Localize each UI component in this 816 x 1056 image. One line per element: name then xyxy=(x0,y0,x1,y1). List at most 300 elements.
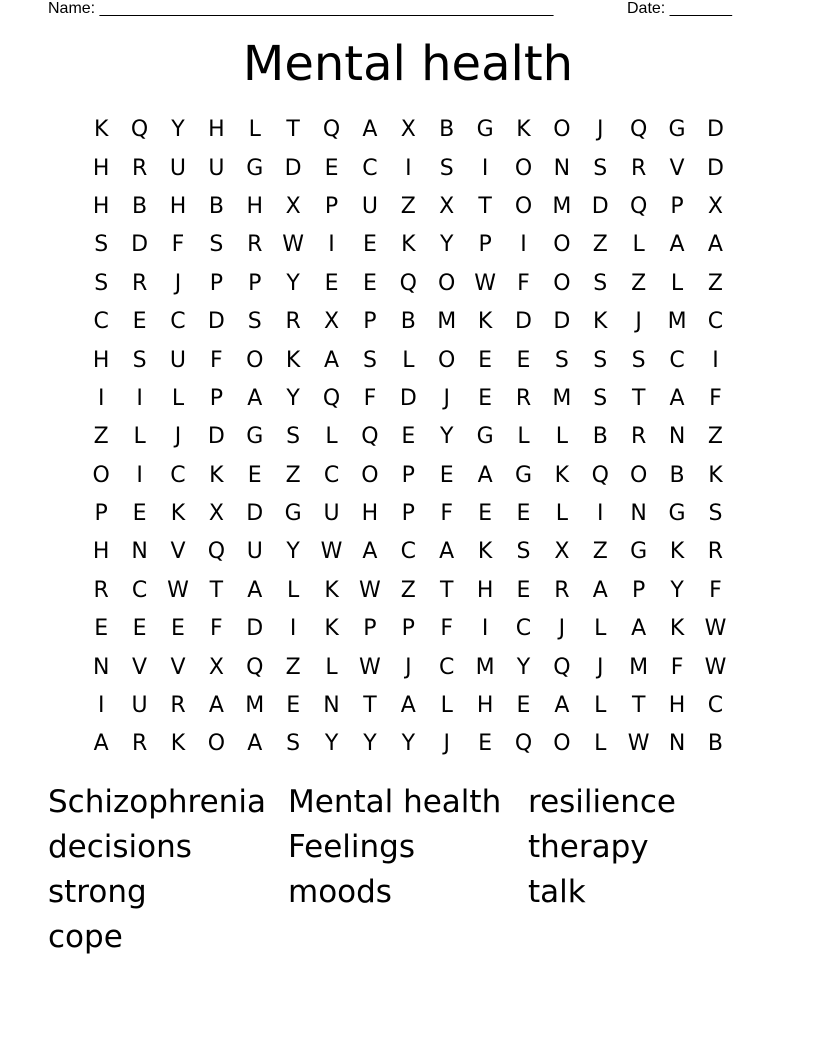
grid-letter: H xyxy=(92,193,110,219)
grid-letter: K xyxy=(209,462,224,488)
grid-letter: R xyxy=(170,693,186,719)
grid-letter: V xyxy=(170,654,186,680)
grid-letter: R xyxy=(631,424,647,450)
grid-letter: Z xyxy=(400,577,416,603)
grid-letter: I xyxy=(597,501,604,527)
grid-letter: O xyxy=(630,462,648,488)
grid-letter: P xyxy=(401,501,415,527)
grid-letter: K xyxy=(708,462,723,488)
grid-letter: O xyxy=(207,731,226,757)
grid-letter: D xyxy=(131,232,149,258)
grid-letter: R xyxy=(554,577,570,603)
grid-letter: A xyxy=(707,232,723,258)
word-list-item: moods xyxy=(288,874,392,910)
grid-letter: Q xyxy=(322,385,341,411)
grid-letter: I xyxy=(289,616,297,642)
grid-letter: E xyxy=(247,462,262,488)
grid-letter: Q xyxy=(399,270,417,296)
grid-letter: B xyxy=(592,424,608,450)
grid-letter: O xyxy=(514,193,533,219)
grid-letter: U xyxy=(361,193,378,219)
grid-letter: Q xyxy=(207,539,226,565)
grid-letter: I xyxy=(520,232,527,258)
grid-letter: W xyxy=(320,539,343,565)
grid-letter: O xyxy=(92,462,110,488)
grid-letter: K xyxy=(401,232,416,258)
word-list-item: Feelings xyxy=(288,829,415,865)
grid-letter: T xyxy=(209,577,224,603)
grid-letter: V xyxy=(132,654,148,680)
grid-letter: F xyxy=(709,385,722,411)
grid-letter: F xyxy=(210,616,223,642)
grid-letter: X xyxy=(554,539,570,565)
grid-letter: H xyxy=(92,155,110,181)
word-list xyxy=(48,780,768,960)
grid-letter: Z xyxy=(707,270,723,296)
grid-letter: S xyxy=(94,232,109,258)
grid-letter: L xyxy=(248,117,261,143)
grid-letter: P xyxy=(209,385,223,411)
grid-letter: H xyxy=(476,577,494,603)
word-list-item: decisions xyxy=(48,829,192,865)
grid-letter: J xyxy=(443,385,450,411)
grid-letter: F xyxy=(363,385,377,411)
grid-letter: P xyxy=(94,501,108,527)
grid-letter: F xyxy=(440,501,454,527)
grid-letter: E xyxy=(132,501,147,527)
grid-letter: Z xyxy=(592,232,608,258)
grid-letter: C xyxy=(515,616,532,642)
grid-letter: C xyxy=(439,654,455,680)
grid-letter: A xyxy=(362,539,378,565)
grid-letter: A xyxy=(592,577,608,603)
grid-letter: Q xyxy=(591,462,609,488)
grid-letter: G xyxy=(668,501,686,527)
grid-letter: O xyxy=(438,270,456,296)
grid-letter: Y xyxy=(516,654,531,680)
grid-letter: I xyxy=(481,155,489,181)
grid-letter: Q xyxy=(130,117,149,143)
grid-letter: P xyxy=(632,577,646,603)
grid-letter: P xyxy=(401,462,415,488)
grid-letter: M xyxy=(667,309,687,335)
grid-letter: J xyxy=(597,654,604,680)
grid-letter: P xyxy=(478,232,492,258)
grid-letter: L xyxy=(517,424,530,450)
grid-letter: H xyxy=(476,693,494,719)
grid-letter: E xyxy=(324,270,339,296)
grid-letter: M xyxy=(245,693,265,719)
grid-letter: F xyxy=(709,577,722,603)
grid-letter: B xyxy=(707,731,723,757)
grid-letter: K xyxy=(285,347,301,373)
grid-letter: Z xyxy=(93,424,109,450)
grid-letter: K xyxy=(477,309,493,335)
grid-letter: Q xyxy=(630,193,648,219)
grid-letter: S xyxy=(209,232,224,258)
grid-letter: S xyxy=(708,501,723,527)
worksheet-header xyxy=(48,0,748,21)
grid-letter: T xyxy=(439,577,454,603)
grid-letter: I xyxy=(481,616,489,642)
grid-letter: A xyxy=(631,616,647,642)
grid-letter: X xyxy=(208,654,224,680)
grid-letter: H xyxy=(92,539,110,565)
grid-letter: K xyxy=(170,501,186,527)
grid-letter: Q xyxy=(361,424,379,450)
grid-letter: L xyxy=(555,424,569,450)
grid-letter: Y xyxy=(401,731,416,757)
grid-letter: Z xyxy=(631,270,647,296)
grid-letter: Q xyxy=(553,654,571,680)
grid-letter: W xyxy=(359,654,381,680)
grid-letter: B xyxy=(132,193,148,219)
grid-letter: R xyxy=(131,731,148,757)
grid-letter: M xyxy=(475,654,495,680)
grid-letter: E xyxy=(401,424,416,450)
grid-letter: L xyxy=(325,424,338,450)
grid-letter: W xyxy=(704,616,727,642)
grid-letter: N xyxy=(92,654,110,680)
grid-letter: C xyxy=(400,539,416,565)
grid-letter: J xyxy=(443,731,450,757)
grid-letter: L xyxy=(594,731,607,757)
grid-letter: Z xyxy=(707,424,723,450)
grid-letter: E xyxy=(286,693,301,719)
grid-letter: B xyxy=(208,193,224,219)
grid-letter: D xyxy=(246,616,264,642)
grid-letter: L xyxy=(632,232,645,258)
grid-letter: V xyxy=(170,539,186,565)
grid-letter: L xyxy=(133,424,146,450)
grid-letter: H xyxy=(208,117,225,143)
grid-letter: F xyxy=(517,270,530,296)
grid-letter: E xyxy=(478,731,493,757)
grid-letter: K xyxy=(669,539,685,565)
grid-letter: H xyxy=(246,193,264,219)
grid-letter: Z xyxy=(285,654,301,680)
word-list-item: resilience xyxy=(528,784,676,820)
grid-letter: D xyxy=(553,309,571,335)
grid-letter: E xyxy=(439,462,454,488)
grid-letter: S xyxy=(593,347,608,373)
grid-letter: S xyxy=(439,155,454,181)
grid-letter: M xyxy=(552,385,572,411)
date-field-line: Date: _______ xyxy=(627,0,732,17)
grid-letter: E xyxy=(478,347,493,373)
grid-letter: A xyxy=(400,693,416,719)
grid-letter: W xyxy=(282,232,305,258)
grid-letter: F xyxy=(210,347,223,373)
grid-letter: X xyxy=(324,309,340,335)
grid-letter: K xyxy=(324,616,339,642)
grid-letter: Y xyxy=(286,270,300,296)
grid-letter: Y xyxy=(286,385,300,411)
grid-letter: A xyxy=(439,539,455,565)
grid-letter: O xyxy=(514,155,533,181)
grid-letter: C xyxy=(323,462,340,488)
grid-letter: E xyxy=(171,616,185,642)
letter-grid xyxy=(82,111,734,764)
grid-letter: P xyxy=(363,309,377,335)
grid-letter: A xyxy=(247,577,263,603)
grid-letter: L xyxy=(555,501,569,527)
grid-letter: J xyxy=(558,616,566,642)
grid-letter: O xyxy=(438,347,456,373)
grid-letter: J xyxy=(635,309,642,335)
grid-letter: A xyxy=(554,693,570,719)
grid-letter: A xyxy=(669,232,685,258)
grid-letter: D xyxy=(246,501,264,527)
grid-letter: G xyxy=(514,462,533,488)
grid-letter: G xyxy=(246,155,264,181)
grid-letter: R xyxy=(131,155,148,181)
word-list-item: therapy xyxy=(528,829,649,865)
grid-letter: C xyxy=(170,462,186,488)
grid-letter: I xyxy=(405,155,412,181)
grid-letter: L xyxy=(670,270,684,296)
grid-letter: X xyxy=(439,193,455,219)
grid-letter: A xyxy=(669,385,685,411)
grid-letter: G xyxy=(476,117,494,143)
grid-letter: I xyxy=(97,385,105,411)
word-list-item: strong xyxy=(48,874,147,910)
grid-letter: R xyxy=(707,539,724,565)
grid-letter: L xyxy=(402,347,415,373)
grid-letter: Y xyxy=(439,424,454,450)
grid-letter: E xyxy=(132,309,147,335)
grid-letter: H xyxy=(92,347,110,373)
grid-letter: E xyxy=(516,501,531,527)
grid-letter: W xyxy=(474,270,496,296)
word-list-item: talk xyxy=(528,874,586,910)
grid-letter: W xyxy=(704,654,727,680)
grid-letter: K xyxy=(324,577,339,603)
grid-letter: S xyxy=(593,155,608,181)
grid-letter: R xyxy=(631,155,647,181)
grid-letter: T xyxy=(631,385,646,411)
grid-letter: A xyxy=(93,731,109,757)
grid-letter: S xyxy=(94,270,109,296)
grid-letter: H xyxy=(361,501,379,527)
grid-letter: Y xyxy=(439,232,454,258)
grid-letter: E xyxy=(516,693,531,719)
grid-letter: C xyxy=(707,693,724,719)
grid-letter: K xyxy=(170,731,186,757)
grid-letter: W xyxy=(167,577,189,603)
grid-letter: W xyxy=(627,731,650,757)
grid-letter: A xyxy=(208,693,224,719)
grid-letter: S xyxy=(593,270,608,296)
grid-letter: S xyxy=(554,347,569,373)
grid-letter: E xyxy=(324,155,339,181)
grid-letter: B xyxy=(669,462,685,488)
grid-letter: B xyxy=(400,309,416,335)
grid-letter: Y xyxy=(363,731,377,757)
grid-letter: G xyxy=(284,501,302,527)
grid-letter: D xyxy=(207,424,225,450)
grid-letter: F xyxy=(171,232,185,258)
grid-letter: Z xyxy=(285,462,301,488)
grid-letter: O xyxy=(361,462,379,488)
grid-letter: N xyxy=(323,693,340,719)
grid-letter: K xyxy=(593,309,608,335)
grid-letter: C xyxy=(707,309,724,335)
grid-letter: P xyxy=(209,270,223,296)
grid-letter: C xyxy=(170,309,186,335)
word-list-item: cope xyxy=(48,919,123,955)
grid-letter: K xyxy=(93,117,109,143)
grid-letter: I xyxy=(136,462,143,488)
grid-letter: N xyxy=(668,424,686,450)
grid-letter: E xyxy=(516,577,531,603)
grid-letter: B xyxy=(439,117,455,143)
grid-letter: O xyxy=(553,117,571,143)
grid-letter: X xyxy=(208,501,224,527)
grid-letter: J xyxy=(174,424,182,450)
grid-letter: U xyxy=(323,501,340,527)
grid-letter: N xyxy=(630,501,647,527)
grid-letter: V xyxy=(669,155,685,181)
grid-letter: L xyxy=(440,693,453,719)
grid-letter: R xyxy=(515,385,532,411)
grid-letter: A xyxy=(324,347,340,373)
grid-letter: Q xyxy=(514,731,533,757)
grid-letter: E xyxy=(516,347,531,373)
grid-letter: O xyxy=(553,270,571,296)
grid-letter: I xyxy=(712,347,719,373)
grid-letter: D xyxy=(591,193,609,219)
grid-letter: D xyxy=(399,385,417,411)
grid-letter: U xyxy=(246,539,263,565)
grid-letter: S xyxy=(132,347,147,373)
grid-letter: E xyxy=(94,616,109,642)
grid-letter: I xyxy=(97,693,105,719)
grid-letter: P xyxy=(401,616,415,642)
grid-letter: D xyxy=(207,309,225,335)
grid-letter: L xyxy=(171,385,185,411)
grid-letter: J xyxy=(597,117,604,143)
grid-letter: U xyxy=(131,693,148,719)
grid-letter: L xyxy=(325,654,338,680)
grid-letter: L xyxy=(287,577,300,603)
grid-letter: K xyxy=(669,616,685,642)
grid-letter: T xyxy=(363,693,377,719)
grid-letter: M xyxy=(437,309,457,335)
grid-letter: E xyxy=(478,501,493,527)
name-field-line: Name: ___________________________________________________ xyxy=(48,0,554,17)
grid-letter: H xyxy=(169,193,187,219)
grid-letter: E xyxy=(132,616,147,642)
grid-letter: Q xyxy=(322,117,341,143)
grid-letter: C xyxy=(93,309,109,335)
grid-letter: T xyxy=(478,193,492,219)
grid-letter: Q xyxy=(246,654,264,680)
grid-letter: D xyxy=(706,155,724,181)
grid-letter: D xyxy=(706,117,724,143)
grid-letter: A xyxy=(247,385,263,411)
grid-letter: G xyxy=(246,424,264,450)
page-title: Mental health xyxy=(242,36,574,92)
grid-letter: G xyxy=(630,539,648,565)
grid-letter: L xyxy=(594,616,607,642)
grid-letter: O xyxy=(553,731,571,757)
grid-letter: Y xyxy=(670,577,684,603)
word-list-item: Schizophrenia xyxy=(48,784,266,820)
grid-letter: E xyxy=(362,270,377,296)
grid-letter: C xyxy=(362,155,378,181)
grid-letter: J xyxy=(405,654,412,680)
grid-letter: Y xyxy=(171,117,185,143)
grid-letter: S xyxy=(247,309,262,335)
grid-letter: P xyxy=(324,193,339,219)
grid-letter: A xyxy=(247,731,263,757)
grid-letter: O xyxy=(246,347,264,373)
grid-letter: G xyxy=(668,117,686,143)
grid-letter: T xyxy=(286,117,300,143)
grid-letter: U xyxy=(208,155,225,181)
grid-letter: X xyxy=(285,193,301,219)
grid-letter: E xyxy=(362,232,377,258)
grid-letter: M xyxy=(629,654,649,680)
grid-letter: L xyxy=(594,693,607,719)
grid-letter: F xyxy=(670,654,684,680)
grid-letter: P xyxy=(363,616,377,642)
grid-letter: K xyxy=(477,539,493,565)
word-list-item: Mental health xyxy=(288,784,502,820)
grid-letter: X xyxy=(400,117,416,143)
grid-letter: N xyxy=(553,155,571,181)
grid-letter: R xyxy=(247,232,263,258)
grid-letter: Y xyxy=(324,731,339,757)
grid-letter: N xyxy=(131,539,148,565)
grid-letter: C xyxy=(131,577,148,603)
grid-letter: S xyxy=(593,385,608,411)
grid-letter: S xyxy=(286,424,301,450)
grid-letter: Y xyxy=(286,539,300,565)
grid-letter: R xyxy=(131,270,148,296)
grid-letter: F xyxy=(440,616,454,642)
grid-letter: K xyxy=(554,462,570,488)
grid-letter: Z xyxy=(592,539,608,565)
grid-letter: S xyxy=(286,731,301,757)
grid-letter: U xyxy=(169,347,187,373)
grid-letter: Q xyxy=(630,117,648,143)
grid-letter: N xyxy=(668,731,686,757)
grid-letter: J xyxy=(174,270,182,296)
grid-letter: X xyxy=(707,193,723,219)
grid-letter: R xyxy=(93,577,109,603)
grid-letter: T xyxy=(631,693,646,719)
grid-letter: U xyxy=(169,155,187,181)
grid-letter: A xyxy=(477,462,493,488)
grid-letter: S xyxy=(631,347,646,373)
grid-letter: D xyxy=(284,155,302,181)
grid-letter: A xyxy=(362,117,378,143)
grid-letter: P xyxy=(670,193,684,219)
grid-letter: G xyxy=(476,424,494,450)
grid-letter: D xyxy=(515,309,532,335)
grid-letter: K xyxy=(516,117,531,143)
grid-letter: H xyxy=(668,693,686,719)
grid-letter: S xyxy=(362,347,377,373)
grid-letter: M xyxy=(552,193,572,219)
grid-letter: R xyxy=(285,309,301,335)
grid-letter: I xyxy=(136,385,143,411)
grid-letter: E xyxy=(478,385,493,411)
grid-letter: O xyxy=(553,232,571,258)
grid-letter: S xyxy=(516,539,531,565)
